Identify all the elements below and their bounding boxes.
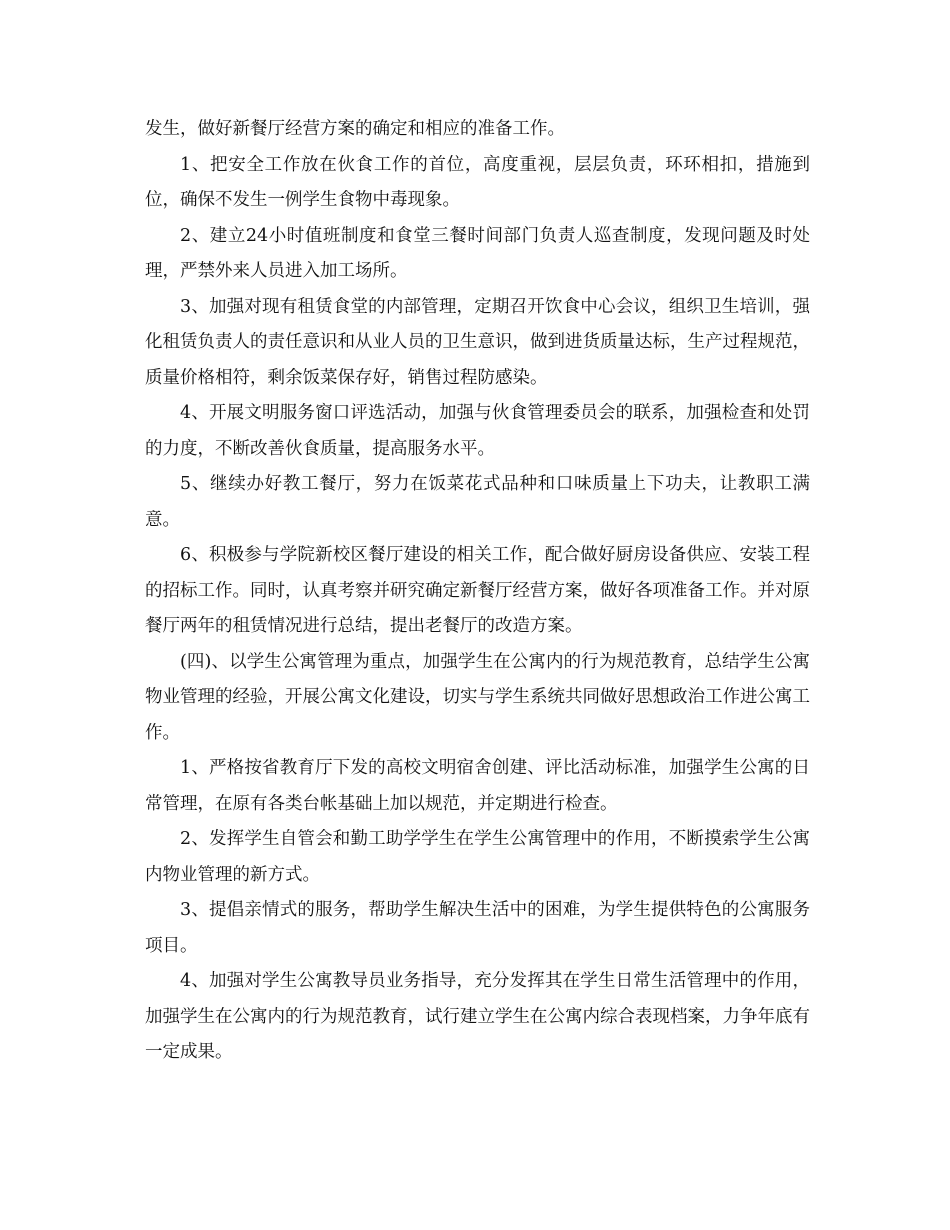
paragraph-item-5-staff-canteen: 5、继续办好教工餐厅，努力在饭菜花式品种和口味质量上下功夫，让教职工满意。	[145, 474, 810, 530]
paragraph-item-2-duty-system: 2、建立24小时值班制度和食堂三餐时间部门负责人巡查制度，发现问题及时处理，严禁外来人员进入加工场所。	[145, 225, 810, 281]
paragraph-apartment-item-1: 1、严格按省教育厅下发的高校文明宿舍创建、评比活动标准，加强学生公寓的日常管理，在原有各类台帐基础上加以规范，并定期进行检查。	[145, 758, 810, 814]
paragraph-section-4-apartment: (四)、以学生公寓管理为重点，加强学生在公寓内的行为规范教育，总结学生公寓物业管理的经验，开展公寓文化建设，切实与学生系统共同做好思想政治工作进公寓工作。	[145, 651, 810, 743]
paragraph-apartment-item-3: 3、提倡亲情式的服务，帮助学生解决生活中的困难，为学生提供特色的公寓服务项目。	[145, 900, 810, 956]
document-body	[145, 112, 810, 1071]
paragraph-item-6-new-campus: 6、积极参与学院新校区餐厅建设的相关工作，配合做好厨房设备供应、安装工程的招标工作。同时，认真考察并研究确定新餐厅经营方案，做好各项准备工作。并对原餐厅两年的租赁情况进行总结，提出老餐厅的改造方案。	[145, 545, 810, 636]
paragraph-apartment-item-4: 4、加强对学生公寓教导员业务指导，充分发挥其在学生日常生活管理中的作用，加强学生在公寓内的行为规范教育，试行建立学生在公寓内综合表现档案，力争年底有一定成果。	[145, 971, 810, 1062]
paragraph-item-3-canteen-management: 3、加强对现有租赁食堂的内部管理，定期召开饮食中心会议，组织卫生培训，强化租赁负责人的责任意识和从业人员的卫生意识，做到进货质量达标，生产过程规范，质量价格相符，剩余饭菜保存好，销售过程防感染。	[145, 296, 810, 388]
paragraph-item-4-service-window: 4、开展文明服务窗口评选活动，加强与伙食管理委员会的联系，加强检查和处罚的力度，不断改善伙食质量，提高服务水平。	[145, 403, 810, 459]
paragraph-continuation: 发生，做好新餐厅经营方案的确定和相应的准备工作。	[145, 119, 565, 139]
paragraph-apartment-item-2: 2、发挥学生自管会和勤工助学学生在学生公寓管理中的作用，不断摸索学生公寓内物业管理的新方式。	[145, 829, 810, 885]
paragraph-item-1-safety: 1、把安全工作放在伙食工作的首位，高度重视，层层负责，环环相扣，措施到位，确保不发生一例学生食物中毒现象。	[145, 154, 810, 210]
